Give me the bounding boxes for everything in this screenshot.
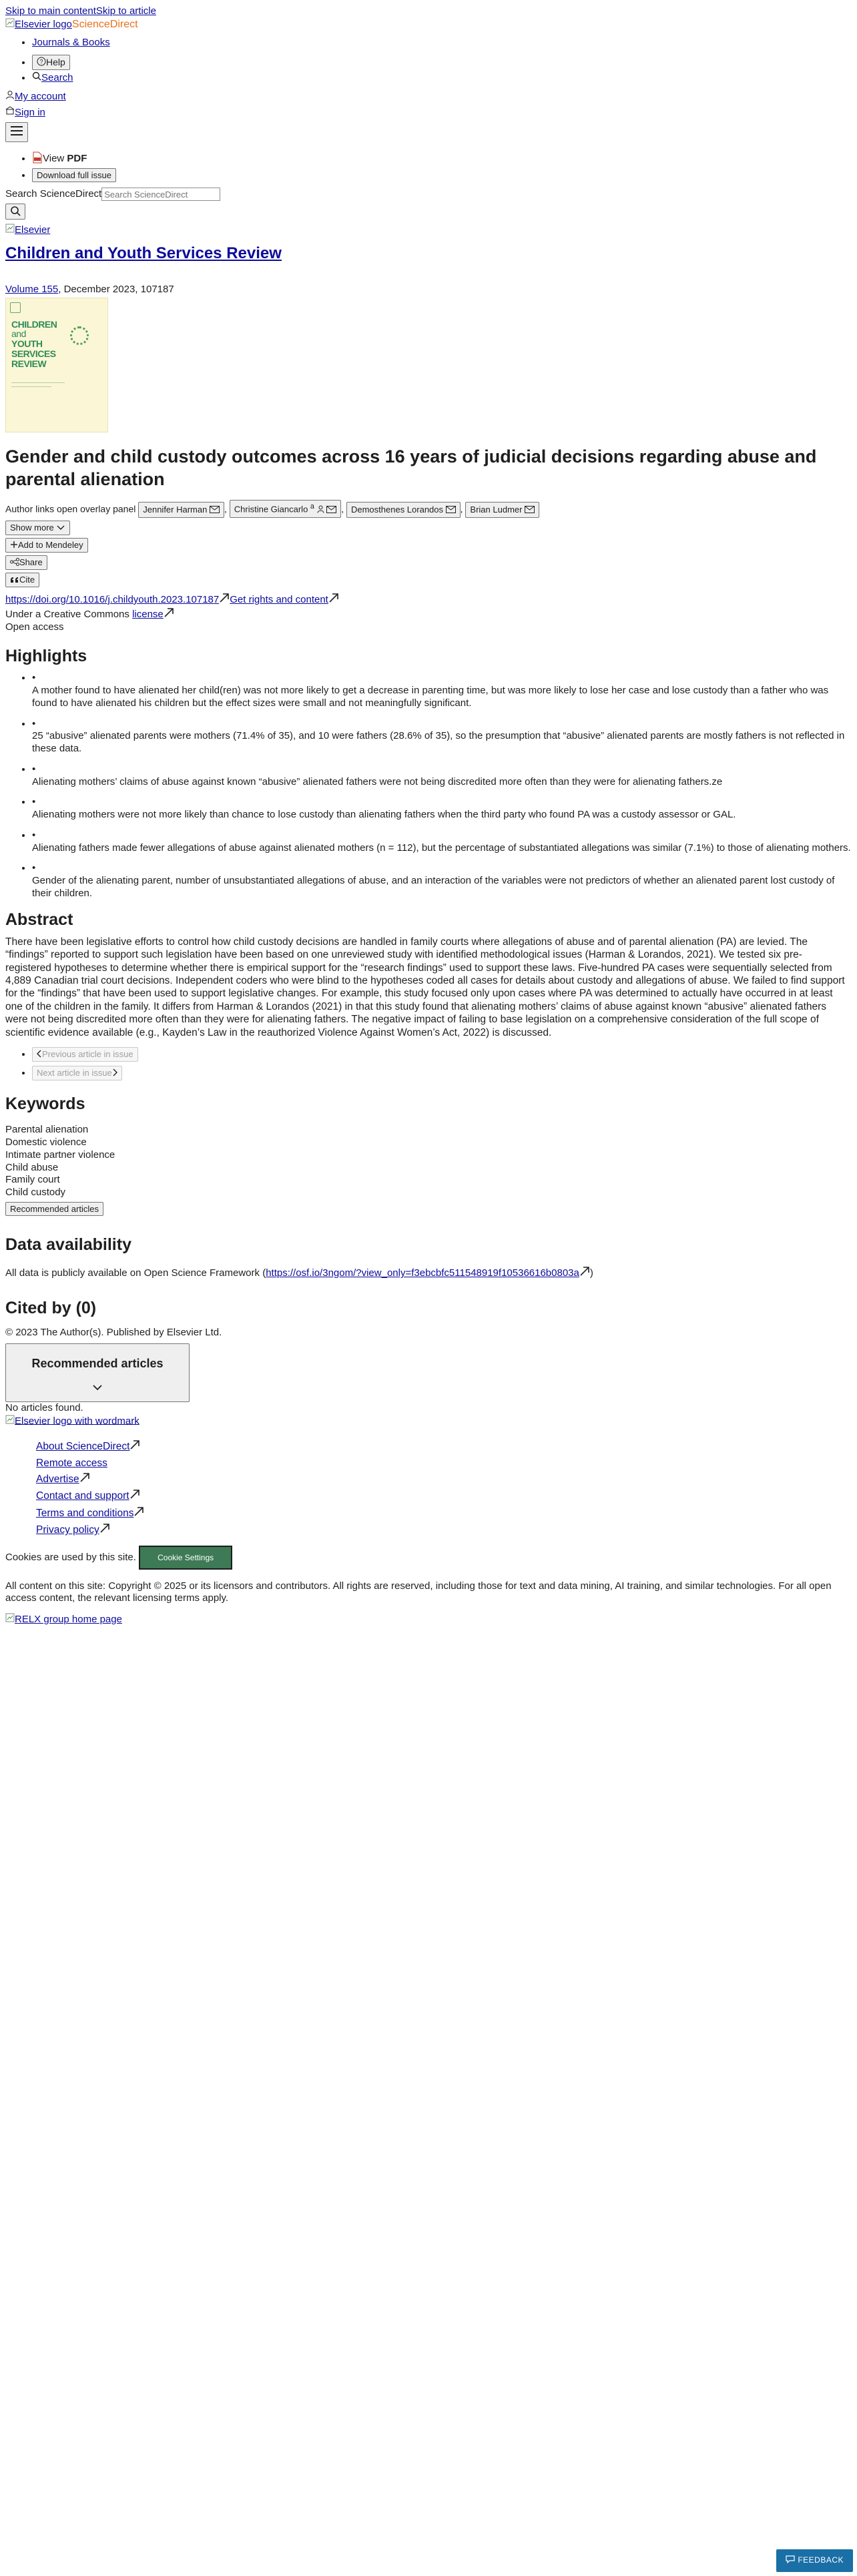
footer-link-item xyxy=(36,1439,852,1454)
hamburger-icon xyxy=(9,125,24,139)
rights-link[interactable]: Get rights and content xyxy=(230,593,328,605)
plus-icon xyxy=(10,541,18,551)
share-label: Share xyxy=(19,557,43,567)
feedback-label: FEEDBACK xyxy=(798,2555,844,2565)
license-link[interactable]: license xyxy=(132,608,164,620)
author-affiliation-sup: a xyxy=(310,503,314,511)
help-label: Help xyxy=(46,56,65,67)
author-name: Jennifer Harman xyxy=(143,504,208,515)
account-area xyxy=(5,90,852,142)
external-link-icon xyxy=(129,1489,140,1503)
svg-text:?: • ? xyxy=(39,58,43,65)
list-item xyxy=(32,862,852,900)
data-availability-heading: Data availability xyxy=(5,1235,131,1254)
osf-link[interactable]: https://osf.io/3ngom/?view_only=f3ebcbfc511548919f10536616b0803a xyxy=(266,1267,579,1279)
broken-image-icon xyxy=(5,1613,15,1626)
sign-in-link[interactable]: Sign in xyxy=(15,106,45,118)
bullet-glyph: • • xyxy=(32,717,36,729)
chevron-right-icon xyxy=(112,1068,117,1078)
bullet-glyph: • • xyxy=(32,829,36,841)
keyword: Child custody xyxy=(5,1187,66,1199)
cover-line-3: YOUTH xyxy=(11,338,43,350)
cookie-settings-button[interactable]: Cookie Settings xyxy=(139,1546,232,1570)
highlights-list xyxy=(5,672,852,900)
previous-article-button[interactable] xyxy=(32,1047,138,1062)
cookie-row xyxy=(5,1546,852,1570)
list-item xyxy=(32,796,852,822)
data-availability-suffix: ) xyxy=(589,1267,593,1279)
highlight-text: 25 “abusive” alienated parents were mothers (71.4% of 35), and 10 were fathers (28.6% of 35), so the presumption that “abusive” alienated parents are mostly fathers is not reflected in these data. xyxy=(32,730,845,755)
external-link-icon xyxy=(99,1523,110,1537)
add-to-mendeley-label: Add to Mendeley xyxy=(18,539,83,550)
bullet-glyph: • • xyxy=(32,862,36,874)
chevron-down-icon xyxy=(56,523,65,533)
bullet-glyph: • • xyxy=(32,763,36,775)
envelope-icon xyxy=(210,505,220,515)
footer-logo[interactable] xyxy=(5,1415,852,1428)
license-row xyxy=(5,607,852,622)
terms-link[interactable]: Terms and conditions xyxy=(36,1507,134,1519)
abstract-text: There have been legislative efforts to control how child custody decisions are handled in family courts where allegations of abuse and of parental alienation (PA) are levied. The “findings” reported to support such legislation have been based on one unreviewed study with identified methodological issues (Harman & Lorandos, 2021). We tested six pre-registered hypotheses to determine whether there is empirical support for the “research findings” used to support these laws. Five-hundred PA cases were sequentially selected from 4,889 Canadian trial court decisions. Independent coders who were blind to the hypotheses coded all cases for details about custody and allegations of abuse. We failed to find support for the “findings” that have been used to support legislative changes. For example, this study focused only upon cases where PA was determined to actually have occurred in at least one of the children in the family. It differs from Harman & Lorandos (2021) in that this study found that alienating mothers’ claims of abuse against known “abusive” alienated fathers were not being discredited more often than they were for alienating fathers. The negative impact of failing to base legislation on a comprehensive consideration of the full scope of scientific evidence available (e.g., Kayden’s Law in the reauthorized Violence Against Women’s Act, 2022) is discussed. xyxy=(5,936,845,1038)
nav-item-journals xyxy=(32,37,852,49)
elsevier-publisher-link[interactable]: Elsevier xyxy=(15,224,51,236)
volume-link[interactable]: Volume 155 xyxy=(5,284,59,296)
highlight-text: A mother found to have alienated her child(ren) was not more likely to get a decrease in parenting time, but was more likely to lose her case and lose custody than a father who was found to have alienated his children but the effect sizes were small and not meaningfully significant. xyxy=(32,685,829,709)
cited-by-heading: Cited by (0) xyxy=(5,1298,97,1317)
publisher-logo[interactable] xyxy=(5,224,852,237)
search-input[interactable] xyxy=(101,188,220,201)
envelope-icon xyxy=(446,505,456,515)
list-item xyxy=(32,672,852,709)
cover-rule xyxy=(11,382,65,383)
cite-button[interactable] xyxy=(5,573,39,587)
author-list: Author links open overlay panel Jennifer Harman , Christine Giancarlo $^a$ , Demosthenes Lorandos , Brian Ludmer xyxy=(5,500,852,517)
external-link-icon xyxy=(79,1472,90,1486)
search-submit-row xyxy=(5,204,852,220)
external-link-icon xyxy=(164,607,174,622)
search-icon xyxy=(32,71,41,85)
privacy-link[interactable]: Privacy policy xyxy=(36,1524,99,1536)
journal-title-link[interactable]: Children and Youth Services Review xyxy=(5,244,282,263)
author-name: Demosthenes Lorandos xyxy=(350,504,444,515)
keyword: Child abuse xyxy=(5,1161,59,1173)
external-link-icon xyxy=(328,593,339,607)
previous-article-label: Previous article in issue xyxy=(42,1048,133,1059)
journals-books-link[interactable]: Journals & Books xyxy=(32,36,110,48)
elsevier-logo-link[interactable] xyxy=(5,19,138,30)
header-nav xyxy=(5,37,852,49)
recommended-articles-toggle[interactable] xyxy=(5,1343,190,1402)
download-issue-item xyxy=(32,168,852,182)
article-toolbar xyxy=(5,151,852,183)
contact-link[interactable]: Contact and support xyxy=(36,1490,129,1502)
skip-to-main-link[interactable]: Skip to main content xyxy=(5,5,96,17)
footer-link-item xyxy=(36,1506,852,1520)
broken-image-icon xyxy=(5,224,15,237)
help-button[interactable] xyxy=(32,55,70,71)
search-label: Search ScienceDirect xyxy=(5,188,102,200)
author-name: Christine Giancarlo xyxy=(234,504,308,515)
doi-row xyxy=(5,593,852,607)
highlight-text: Gender of the alienating parent, number of unsubstantiated allegations of abuse, and an interaction of the variables were not predictors of whether an alienated parent lost custody of their children. xyxy=(32,875,835,899)
footer-links xyxy=(5,1439,852,1537)
highlight-text: Alienating fathers made fewer allegations of abuse against alienated mothers (n = 112), but the percentage of substantiated allegations was similar (7.1%) to those of alienating mothers. xyxy=(32,842,851,854)
search-form xyxy=(5,188,852,201)
journal-title xyxy=(5,244,852,264)
pdf-icon xyxy=(32,151,43,168)
view-pdf-item xyxy=(32,151,852,168)
next-article-label: Next article in issue xyxy=(37,1068,112,1078)
help-item xyxy=(32,55,852,71)
relx-link[interactable]: RELX group home page xyxy=(15,1613,122,1625)
share-button[interactable] xyxy=(5,555,47,570)
author-button-harman[interactable] xyxy=(138,502,224,518)
cite-row xyxy=(5,573,852,587)
external-link-icon xyxy=(129,1439,140,1454)
issue-navigation xyxy=(5,1047,852,1080)
search-icon xyxy=(10,206,21,218)
chevron-down-icon xyxy=(92,1380,103,1394)
previous-article-item xyxy=(32,1047,852,1062)
article-title: Gender and child custody outcomes across 16 years of judicial decisions regarding abuse and parental alienation xyxy=(5,446,817,489)
skip-to-article-link[interactable]: Skip to article xyxy=(95,5,156,17)
chevron-left-icon xyxy=(37,1050,42,1060)
open-access-label: Open access xyxy=(5,621,64,633)
recommended-articles-small-row xyxy=(5,1202,852,1216)
add-to-mendeley-button[interactable] xyxy=(5,538,88,553)
external-link-icon xyxy=(219,593,230,607)
author-links-label: Author links open overlay panel xyxy=(5,503,136,515)
author-button-ludmer[interactable] xyxy=(465,502,539,518)
keyword: Parental alienation xyxy=(5,1124,89,1136)
author-button-lorandos[interactable] xyxy=(346,502,461,518)
data-availability-prefix: All data is publicly available on Open Science Framework ( xyxy=(5,1267,266,1279)
next-article-item xyxy=(32,1066,852,1080)
person-icon xyxy=(5,90,15,103)
recommended-heading: Recommended articles xyxy=(31,1356,164,1370)
copyright-text: © 2023 The Author(s). Published by Elsevier Ltd. xyxy=(5,1327,222,1339)
remote-access-link[interactable]: Remote access xyxy=(36,1457,107,1469)
footer-link-item xyxy=(36,1472,852,1486)
header-logo[interactable] xyxy=(5,18,852,31)
header-actions xyxy=(5,55,852,85)
cover-emblem-icon xyxy=(10,302,21,313)
broken-image-icon xyxy=(5,1415,15,1428)
skip-links xyxy=(5,5,852,18)
external-link-icon xyxy=(579,1266,590,1281)
broken-image-icon xyxy=(5,18,15,31)
quote-icon xyxy=(10,575,19,585)
doi-link[interactable] xyxy=(5,594,219,605)
feedback-button[interactable] xyxy=(776,2549,853,2572)
view-pdf-label: View xyxy=(43,153,67,165)
cover-title xyxy=(11,320,57,368)
keyword: Domestic violence xyxy=(5,1137,87,1149)
volume-info xyxy=(5,284,852,296)
keyword: Family court xyxy=(5,1174,60,1186)
doi-text: https://doi.org/10.1016/j.childyouth.2023.107187 xyxy=(5,593,220,605)
journal-cover-image[interactable] xyxy=(5,298,108,432)
download-full-issue-button[interactable]: Download full issue xyxy=(32,168,116,182)
search-item xyxy=(32,71,852,85)
view-pdf-bold: PDF xyxy=(67,153,87,165)
keywords-list xyxy=(5,1124,852,1199)
show-more-row xyxy=(5,521,852,535)
footer-link-item xyxy=(36,1523,852,1537)
next-article-button[interactable] xyxy=(32,1066,122,1080)
recommended-articles-button[interactable]: Recommended articles xyxy=(5,1202,103,1216)
footer-elsevier-link[interactable]: Elsevier logo with wordmark xyxy=(15,1415,139,1427)
no-articles-text: No articles found. xyxy=(5,1401,83,1413)
view-pdf-link[interactable] xyxy=(32,153,87,164)
show-more-label: Show more xyxy=(10,522,54,533)
list-item xyxy=(32,718,852,755)
institution-icon xyxy=(5,106,15,119)
cover-line-5: REVIEW xyxy=(11,358,47,369)
sciencedirect-brand: ScienceDirect xyxy=(71,18,138,30)
list-item xyxy=(32,763,852,789)
help-icon xyxy=(37,57,46,68)
footer-copyright: All content on this site: Copyright © 2025 or its licensors and contributors. All rights are reserved, including those for text and data mining, AI training, and similar technologies. For all open access content, the relevant licensing terms apply. xyxy=(5,1580,832,1604)
cover-rule xyxy=(11,386,51,387)
share-row xyxy=(5,555,852,570)
cite-label: Cite xyxy=(19,574,35,585)
speech-bubble-icon xyxy=(786,2555,795,2566)
cookies-text: Cookies are used by this site. xyxy=(5,1551,136,1563)
external-link-icon xyxy=(133,1506,144,1520)
highlight-text: Alienating mothers were not more likely than chance to lose custody than alienating fathers when the third party who found PA was a custody assessor or GAL. xyxy=(32,809,736,821)
cover-wheel-icon xyxy=(70,326,89,345)
mendeley-row xyxy=(5,538,852,553)
keyword: Intimate partner violence xyxy=(5,1149,115,1161)
keywords-heading: Keywords xyxy=(5,1094,85,1114)
my-account-link[interactable]: My account xyxy=(15,90,66,102)
envelope-icon xyxy=(525,505,535,515)
footer-link-item xyxy=(36,1457,852,1470)
search-submit-button[interactable] xyxy=(5,204,25,220)
menu-button[interactable] xyxy=(5,122,28,142)
cover-line-4: SERVICES xyxy=(11,348,56,359)
cover-line-2: and xyxy=(11,328,26,340)
highlights-heading: Highlights xyxy=(5,647,87,666)
search-link[interactable]: Search xyxy=(41,72,73,84)
bullet-glyph: • • xyxy=(32,672,36,684)
about-link[interactable]: About ScienceDirect xyxy=(36,1441,130,1453)
issue-info: , December 2023, 107187 xyxy=(58,284,174,296)
author-name: Brian Ludmer xyxy=(470,504,523,515)
bullet-glyph: • • xyxy=(32,796,36,808)
author-button-giancarlo[interactable] xyxy=(230,500,341,517)
elsevier-logo-alt: Elsevier logo xyxy=(15,18,72,30)
show-more-button[interactable] xyxy=(5,521,70,535)
data-availability-text xyxy=(5,1266,852,1281)
list-item xyxy=(32,830,852,855)
license-prefix: Under a Creative Commons xyxy=(5,608,133,620)
highlight-text: Alienating mothers’ claims of abuse against known “abusive” alienated fathers were not being discredited more often than they were for alienating fathers.ze xyxy=(32,775,723,787)
envelope-icon xyxy=(326,505,336,515)
abstract-heading: Abstract xyxy=(5,910,73,929)
relx-logo[interactable] xyxy=(5,1613,852,1626)
advertise-link[interactable]: Advertise xyxy=(36,1473,79,1485)
footer-link-item xyxy=(36,1489,852,1503)
share-icon xyxy=(10,558,19,568)
person-icon xyxy=(317,505,324,515)
cover-line-1: CHILDREN xyxy=(11,318,57,330)
